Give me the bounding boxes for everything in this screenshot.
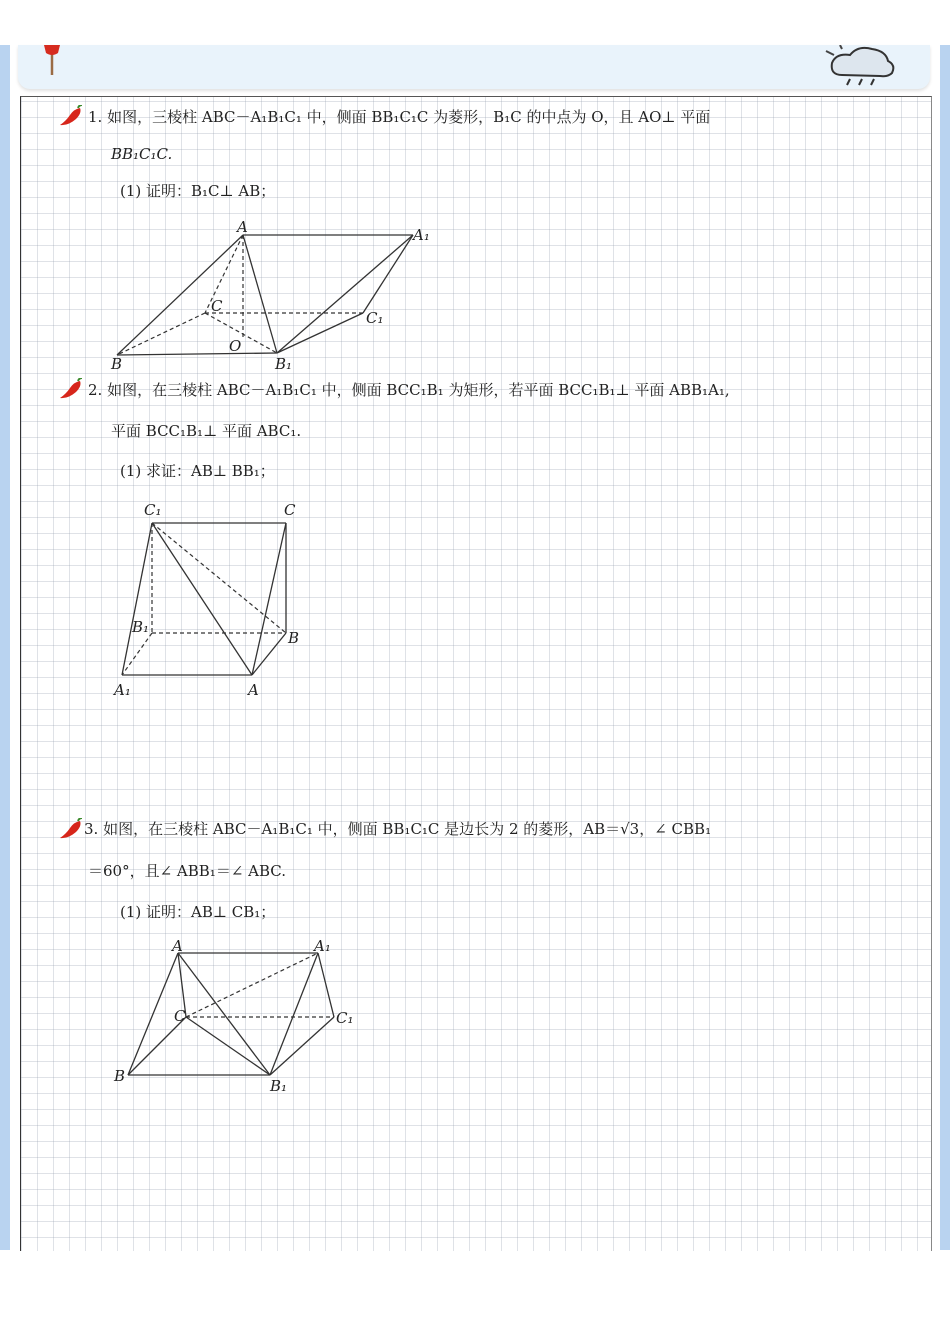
fig3-label-a1: A₁ <box>314 937 331 955</box>
pushpin-icon <box>40 45 70 85</box>
fig2-label-b: B <box>288 629 300 647</box>
header-banner <box>18 45 930 89</box>
problem-1-number: 1. <box>88 108 103 126</box>
fig2-label-c: C <box>284 501 296 519</box>
problem-2-text-1: 如图，在三棱柱 ABC－A₁B₁C₁ 中，侧面 BCC₁B₁ 为矩形，若平面 BCC₁B₁⊥ 平面 ABB₁A₁, <box>107 381 730 399</box>
fig3-label-a: A <box>172 937 183 955</box>
fig1-label-c1: C₁ <box>366 309 384 327</box>
problem-3-part-1: (1) 证明：AB⊥ CB₁； <box>120 903 276 921</box>
fig1-label-o: O <box>229 337 242 355</box>
problem-2-part-1: (1) 求证：AB⊥ BB₁； <box>120 462 275 480</box>
fig1-label-b: B <box>111 355 123 373</box>
fig3-label-c1: C₁ <box>336 1009 354 1027</box>
fig3-label-b: B <box>114 1067 126 1085</box>
fig2-label-a: A <box>248 681 259 699</box>
figure-2-prism <box>110 495 320 705</box>
problem-1-part-1: (1) 证明：B₁C⊥ AB； <box>120 182 276 200</box>
rain-cloud-icon <box>820 45 900 89</box>
fig2-label-a1: A₁ <box>114 681 131 699</box>
figure-3-prism <box>110 935 370 1095</box>
problem-2-number: 2. <box>88 381 103 399</box>
right-border-strip <box>940 45 950 1250</box>
fig3-label-c: C <box>174 1007 186 1025</box>
left-border-strip <box>0 45 10 1250</box>
fig1-label-a: A <box>237 218 248 236</box>
chili-pepper-icon <box>58 105 82 127</box>
problem-1-statement-line-2: BB₁C₁C. <box>111 145 173 163</box>
problem-3-text-1: 如图，在三棱柱 ABC－A₁B₁C₁ 中，侧面 BB₁C₁C 是边长为 2 的菱形，AB＝√3，∠ CBB₁ <box>103 820 712 838</box>
problem-3-statement-line-1 <box>84 819 711 839</box>
problem-2-statement-line-1 <box>88 380 730 400</box>
chili-pepper-icon <box>58 378 82 400</box>
chili-pepper-icon <box>58 818 82 840</box>
fig2-label-b1: B₁ <box>132 618 150 636</box>
fig1-label-a1: A₁ <box>413 226 430 244</box>
fig3-label-b1: B₁ <box>270 1077 288 1095</box>
problem-1-text-1: 如图，三棱柱 ABC－A₁B₁C₁ 中，侧面 BB₁C₁C 为菱形，B₁C 的中点为 O，且 AO⊥ 平面 <box>107 108 711 126</box>
figure-1-prism <box>105 215 445 375</box>
problem-3-statement-line-2: ＝60°，且∠ ABB₁＝∠ ABC. <box>88 862 286 880</box>
problem-2-statement-line-2: 平面 BCC₁B₁⊥ 平面 ABC₁. <box>111 422 302 440</box>
fig2-label-c1: C₁ <box>144 501 162 519</box>
problem-3-number: 3. <box>84 820 99 838</box>
fig1-label-b1: B₁ <box>275 355 293 373</box>
fig1-label-c: C <box>211 297 223 315</box>
problem-1-statement-line-1 <box>88 107 710 127</box>
